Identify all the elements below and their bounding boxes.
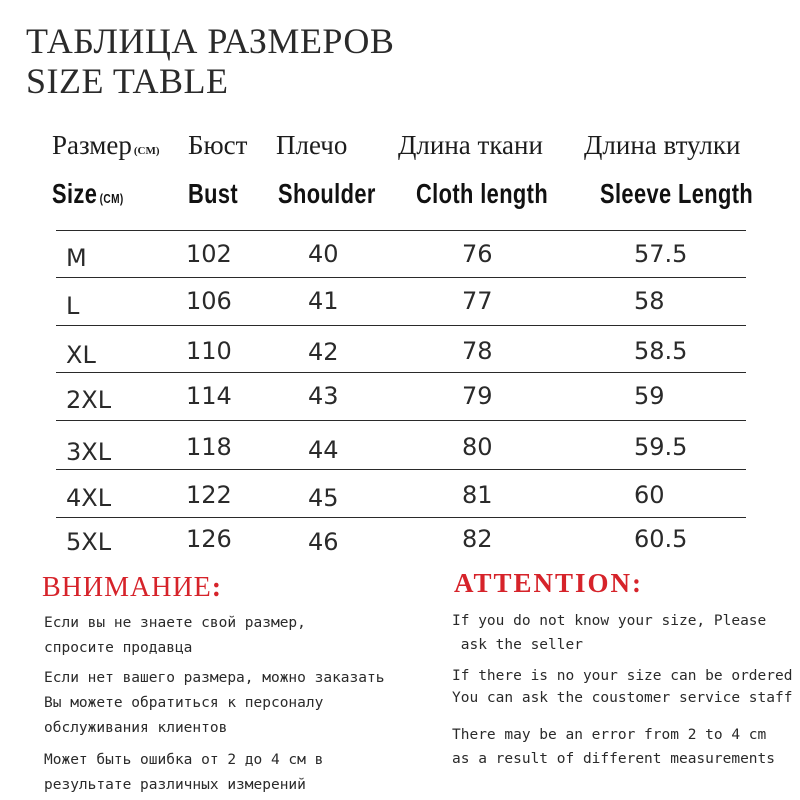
cell-shoulder: 41: [308, 287, 339, 315]
attention-ru-line: обслуживания клиентов: [44, 720, 228, 736]
attention-ru-line: спросите продавца: [44, 640, 193, 656]
cell-sleeve-length: 58.5: [634, 337, 688, 365]
attention-ru-title-text: ВНИМАНИЕ: [42, 572, 212, 603]
cell-cloth-length: 80: [462, 433, 493, 461]
page-title-en: SIZE TABLE: [26, 61, 229, 101]
attention-ru-line: Если вы не знаете свой размер,: [44, 615, 306, 631]
header-ru-shoulder: Плечо: [276, 130, 348, 160]
table-rule: [56, 517, 746, 518]
cell-sleeve-length: 59: [634, 382, 665, 410]
cell-bust: 102: [186, 240, 232, 268]
header-en-sleeve-length: Sleeve Length: [600, 178, 754, 209]
attention-en-line: ask the seller: [452, 637, 583, 653]
cell-shoulder: 43: [308, 382, 339, 410]
page-title-ru: ТАБЛИЦА РАЗМЕРОВ: [26, 21, 395, 61]
attention-ru-title: [42, 572, 222, 604]
attention-en-line: There may be an error from 2 to 4 cm: [452, 727, 767, 743]
header-en-cloth-length: Cloth length: [416, 178, 549, 209]
table-rule: [56, 372, 746, 373]
attention-en-line: If there is no your size can be ordered: [452, 668, 793, 684]
cell-size: 5XL: [66, 528, 112, 556]
cell-shoulder: 44: [308, 436, 339, 464]
cell-sleeve-length: 58: [634, 287, 665, 315]
cell-shoulder: 40: [308, 240, 339, 268]
header-ru-sleeve-length: Длина втулки: [584, 130, 741, 160]
cell-cloth-length: 78: [462, 337, 493, 365]
cell-size: 4XL: [66, 484, 112, 512]
table-rule: [56, 277, 746, 278]
attention-ru-line: Вы можете обратиться к персоналу: [44, 695, 324, 711]
attention-en-line: If you do not know your size, Please: [452, 613, 767, 629]
attention-ru-colon: :: [211, 572, 223, 603]
table-rule: [56, 325, 746, 326]
attention-ru-line: Если нет вашего размера, можно заказать: [44, 670, 385, 686]
header-ru-size: [52, 130, 160, 161]
cell-sleeve-length: 59.5: [634, 433, 688, 461]
cell-shoulder: 42: [308, 338, 339, 366]
cell-size: 3XL: [66, 438, 112, 466]
attention-en-title: ATTENTION:: [454, 568, 644, 598]
table-rule: [56, 420, 746, 421]
cell-bust: 122: [186, 481, 232, 509]
header-ru-size-label: Размер: [52, 130, 132, 160]
header-ru-size-unit: (CM): [133, 145, 160, 157]
cell-sleeve-length: 57.5: [634, 240, 688, 268]
cell-bust: 126: [186, 525, 232, 553]
table-rule: [56, 230, 746, 231]
cell-shoulder: 45: [308, 484, 339, 512]
header-ru-cloth-length: Длина ткани: [398, 130, 543, 160]
header-en-shoulder: Shoulder: [278, 178, 376, 209]
cell-cloth-length: 81: [462, 481, 493, 509]
cell-cloth-length: 77: [462, 287, 493, 315]
header-en-size: [52, 178, 124, 210]
header-en-bust: Bust: [188, 178, 239, 209]
cell-bust: 118: [186, 433, 232, 461]
cell-bust: 110: [186, 337, 232, 365]
attention-en-line: You can ask the coustomer service staff: [452, 690, 793, 706]
cell-cloth-length: 82: [462, 525, 493, 553]
cell-bust: 106: [186, 287, 232, 315]
cell-size: L: [66, 292, 80, 320]
attention-ru-line: результате различных измерений: [44, 777, 306, 793]
table-rule: [56, 469, 746, 470]
cell-size: 2XL: [66, 386, 112, 414]
cell-cloth-length: 76: [462, 240, 493, 268]
cell-sleeve-length: 60.5: [634, 525, 688, 553]
header-ru-bust: Бюст: [188, 130, 248, 160]
cell-size: M: [66, 244, 87, 272]
cell-size: XL: [66, 341, 96, 369]
cell-shoulder: 46: [308, 528, 339, 556]
cell-sleeve-length: 60: [634, 481, 665, 509]
header-en-size-unit: (CM): [99, 191, 124, 206]
attention-en-line: as a result of different measurements: [452, 751, 776, 767]
header-en-size-label: Size: [52, 178, 98, 209]
attention-ru-line: Может быть ошибка от 2 до 4 см в: [44, 752, 324, 768]
cell-cloth-length: 79: [462, 382, 493, 410]
cell-bust: 114: [186, 382, 232, 410]
